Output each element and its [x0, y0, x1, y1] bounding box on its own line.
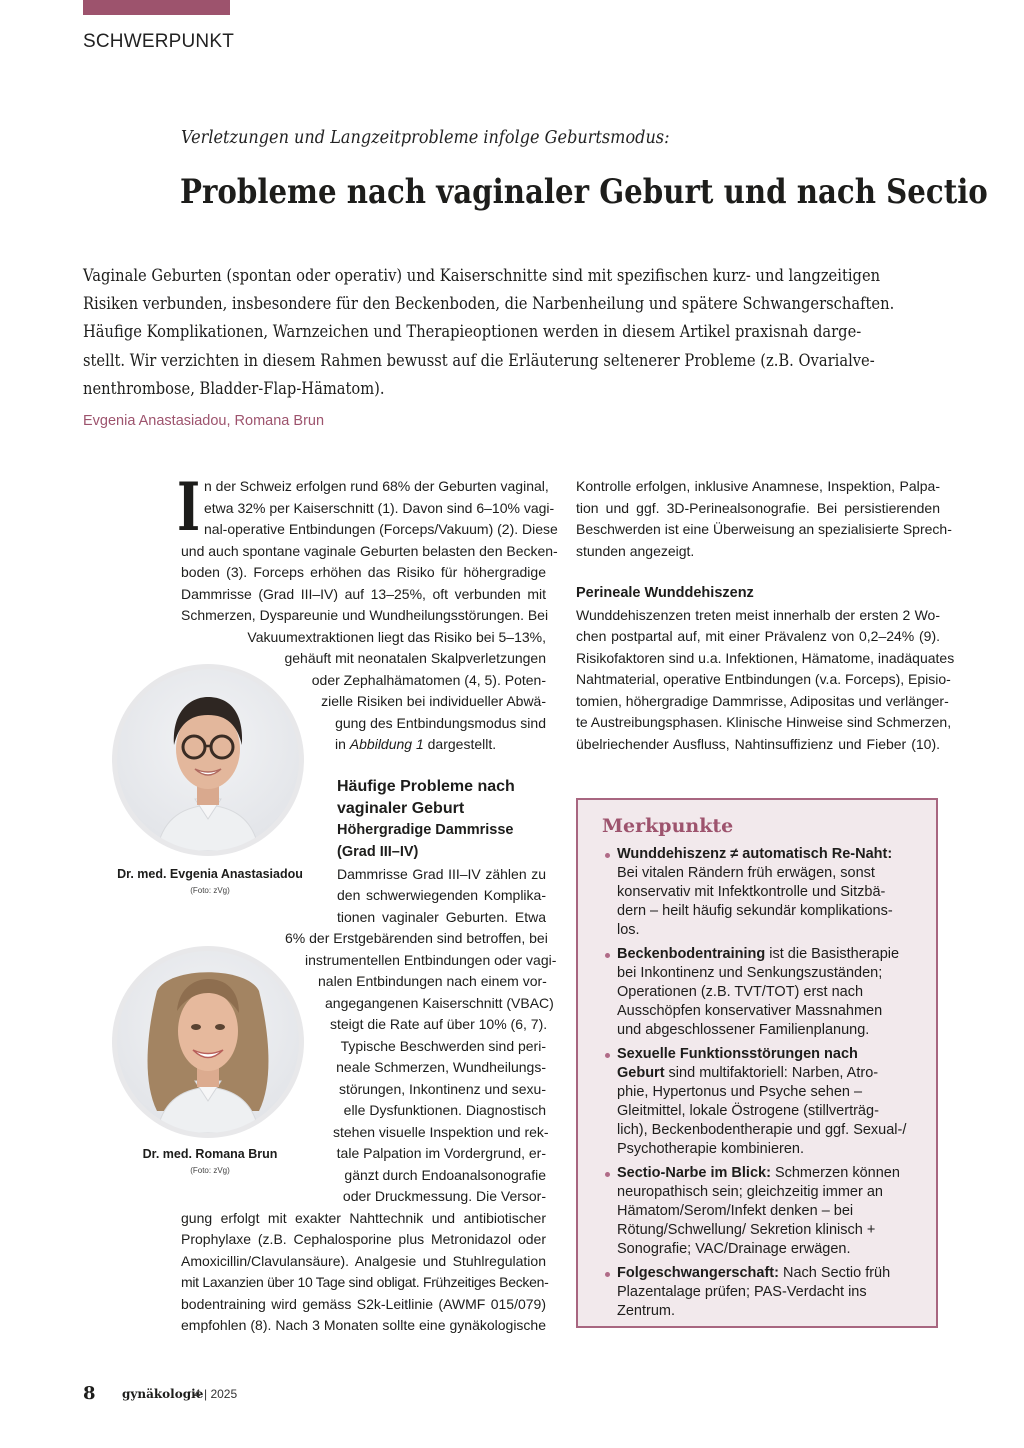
drop-cap: I — [177, 468, 201, 546]
key-point-line: Operationen (z.B. TVT/TOT) erst nach — [617, 984, 864, 1000]
body-line: oder Druckmessung. Die Versor- — [342, 1188, 546, 1204]
body-line: Dammrisse (Grad III–IV) auf 13–25%, oft verbunden mit — [181, 585, 546, 602]
photo-caption-name: Dr. med. Evgenia Anastasiadou — [117, 867, 303, 881]
body-line: Wunddehiszenzen treten meist innerhalb der ersten 2 Wo- — [576, 606, 940, 623]
key-point-line — [617, 945, 899, 964]
lead-line: stellt. Wir verzichten in diesem Rahmen bewusst auf die Erläuterung seltenerer Probleme (z.B. Ovarialve- — [83, 350, 875, 370]
key-point-line — [617, 1164, 900, 1183]
portrait-illustration — [117, 951, 299, 1133]
body-line: gung erfolgt mit exakter Nahttechnik und antibiotischer — [181, 1209, 546, 1226]
author-photo — [112, 946, 304, 1138]
body-line: te Austreibungsphasen. Klinische Hinweise sind Schmerzen, — [576, 714, 952, 730]
page-number: 8 — [83, 1383, 96, 1404]
body-line: bodentraining wird gemäss S2k-Leitlinie (AWMF 015/079) — [181, 1295, 546, 1312]
body-line: störungen, Inkontinenz und sexu- — [338, 1080, 546, 1097]
bullet-icon — [605, 1272, 610, 1277]
text: sind multifaktoriell: Narben, Atro- — [664, 1065, 879, 1081]
article-lead — [83, 262, 937, 403]
key-point-line: konservativ mit Infektkontrolle und Sitzbä- — [617, 884, 886, 900]
photo-credit: (Foto: zVg) — [190, 886, 230, 895]
body-line: empfohlen (8). Nach 3 Monaten sollte eine gynäkologische — [181, 1317, 546, 1333]
body-line: gänzt durch Endoanalsonografie — [344, 1166, 546, 1183]
body-line: Amoxicillin/Clavulansäure). Analgesie und Stuhlregulation — [181, 1252, 546, 1269]
text: ist die Basistherapie — [765, 946, 900, 962]
article-kicker: Verletzungen und Langzeitprobleme infolge Geburtsmodus: — [181, 128, 670, 148]
key-point-line: Sonografie; VAC/Drainage erwägen. — [617, 1241, 851, 1257]
body-line: tomien, höhergradige Dammrisse, Adipositas und verlänger- — [576, 692, 949, 709]
key-point-heading: Wunddehiszenz ≠ automatisch Re-Naht: — [617, 846, 893, 862]
body-line: Dammrisse Grad III–IV zählen zu — [337, 865, 546, 882]
body-line: Risikofaktoren sind u.a. Infektionen, Hämatome, inadäquates — [576, 649, 955, 666]
body-line: übelriechender Ausfluss, Nahtinsuffizienz und Fieber (10). — [576, 735, 940, 752]
key-point-heading: Folgeschwangerschaft: — [617, 1265, 779, 1281]
key-point-line: Zentrum. — [617, 1303, 676, 1319]
body-line: steigt die Rate auf über 10% (6, 7). — [330, 1016, 548, 1032]
body-line: gung des Entbindungsmodus sind — [335, 714, 546, 731]
text: dargestellt. — [423, 736, 497, 752]
key-point-line: Ausschöpfen konservativer Massnahmen — [617, 1003, 883, 1019]
body-line: elle Dysfunktionen. Diagnostisch — [343, 1102, 546, 1118]
body-line: boden (3). Forceps erhöhen das Risiko für höhergradige — [181, 564, 546, 580]
body-line: gehäuft mit neonatalen Skalpverletzungen — [284, 650, 546, 666]
body-line — [335, 734, 546, 756]
body-line: neale Schmerzen, Wundheilungs- — [336, 1059, 546, 1075]
body-line: etwa 32% per Kaiserschnitt (1). Davon sind 6–10% vagi- — [204, 499, 555, 516]
body-line: Schmerzen, Dyspareunie und Wundheilungsstörungen. Bei — [181, 607, 549, 623]
body-line: angegangenen Kaiserschnitt (VBAC) — [325, 994, 554, 1011]
body-line: tionen vaginaler Geburten. Etwa — [337, 908, 546, 925]
text: Nach Sectio früh — [778, 1265, 891, 1281]
body-line: Kontrolle erfolgen, inklusive Anamnese, Inspektion, Palpa- — [576, 478, 940, 494]
body-line: oder Zephalhämatomen (4, 5). Poten- — [311, 671, 546, 688]
body-line: n der Schweiz erfolgen rund 68% der Geburten vaginal, — [204, 478, 549, 494]
body-line: 6% der Erstgebärenden sind betroffen, bei — [285, 930, 548, 946]
body-line: Nahtmaterial, operative Entbindungen (v.a. Forceps), Episio- — [576, 671, 951, 687]
photo-credit: (Foto: zVg) — [190, 1166, 230, 1175]
body-line: tale Palpation im Vordergrund, er- — [336, 1145, 546, 1161]
key-point-line: Psychotherapie kombinieren. — [617, 1141, 804, 1157]
body-line: mit Laxanzien über 10 Tage sind obligat. Frühzeitiges Becken- — [181, 1274, 549, 1290]
key-point-line: Rötung/Schwellung/ Sekretion klinisch + — [617, 1222, 876, 1238]
lead-line: Risiken verbunden, insbesondere für den Beckenboden, die Narbenheilung und spätere Schwangerschaften. — [83, 294, 895, 314]
key-point-line: Plazentalage prüfen; PAS-Verdacht ins — [617, 1284, 867, 1300]
body-line: instrumentellen Entbindungen oder vagi- — [305, 951, 557, 968]
article-title: Probleme nach vaginaler Geburt und nach Sectio — [180, 172, 988, 212]
key-point-line: Bei vitalen Rändern früh erwägen, sonst — [617, 865, 875, 881]
article-authors: Evgenia Anastasiadou, Romana Brun — [83, 413, 325, 429]
bullet-icon — [605, 1172, 610, 1177]
lead-line: Vaginale Geburten (spontan oder operativ) und Kaiserschnitte sind mit spezifischen kurz- und langzeitigen — [83, 266, 881, 285]
key-point-line: lich), Beckenbodentherapie und ggf. Sexual-/ — [617, 1122, 907, 1138]
key-point-line — [617, 1264, 890, 1283]
key-point-line: neuropathisch sein; gleichzeitig immer an — [617, 1184, 883, 1200]
body-line: chen postpartal auf, mit einer Prävalenz von 0,2–24% (9). — [576, 628, 940, 644]
bullet-icon — [605, 853, 610, 858]
key-point-line: phie, Hypertonus und Psyche sehen – — [617, 1084, 863, 1100]
body-line: tion und ggf. 3D-Perinealsonografie. Bei persistierenden — [576, 499, 940, 516]
author-photo — [112, 664, 304, 856]
sub-heading: (Grad III–IV) — [337, 844, 419, 860]
key-point-line: bei Inkontinenz und Senkungszuständen; — [617, 965, 883, 981]
key-point-heading: Beckenbodentraining — [617, 946, 766, 962]
body-line: nalen Entbindungen nach einem vor- — [318, 973, 547, 989]
key-point-line: dern – heilt häufig sekundär komplikations- — [617, 903, 893, 919]
key-point-line: los. — [617, 922, 640, 938]
body-line: Prophylaxe (z.B. Cephalosporine plus Metronidazol oder — [181, 1231, 546, 1247]
body-line: stunden angezeigt. — [576, 542, 695, 559]
body-line: stehen visuelle Inspektion und rek- — [333, 1123, 549, 1140]
body-line: Vakuumextraktionen liegt das Risiko bei 5–13%, — [247, 628, 546, 645]
sub-heading: Perineale Wunddehiszenz — [576, 585, 754, 601]
body-line: Typische Beschwerden sind peri- — [340, 1037, 546, 1054]
key-point-line — [617, 1064, 878, 1083]
issue-number: 4 | 2025 — [194, 1387, 238, 1401]
bullet-icon — [605, 953, 610, 958]
body-line: und auch spontane vaginale Geburten belasten den Becken- — [181, 542, 558, 559]
lead-line: nenthrombose, Bladder-Flap-Hämatom). — [83, 378, 385, 398]
bullet-icon — [605, 1053, 610, 1058]
key-point-line: und abgeschlossener Familienplanung. — [617, 1022, 870, 1038]
key-point-line: Gleitmittel, lokale Östrogene (stillverträg- — [617, 1103, 879, 1119]
body-line: den schwerwiegenden Komplika- — [337, 887, 546, 903]
key-point-heading: Sectio-Narbe im Blick: — [617, 1165, 771, 1181]
sub-heading: Höhergradige Dammrisse — [337, 822, 514, 838]
key-points-title: Merkpunkte — [602, 815, 734, 837]
header-accent-bar — [83, 0, 230, 15]
text: Schmerzen können — [770, 1165, 900, 1181]
key-point-heading: Sexuelle Funktionsstörungen nach — [617, 1046, 858, 1062]
portrait-illustration — [117, 669, 299, 851]
body-line: Beschwerden ist eine Überweisung an spezialisierte Sprech- — [576, 521, 952, 537]
section-heading: Häufige Probleme nach — [337, 778, 515, 795]
lead-line: Häufige Komplikationen, Warnzeichen und Therapieoptionen werden in diesem Artikel praxisnah darge- — [83, 322, 862, 342]
photo-caption-name: Dr. med. Romana Brun — [142, 1147, 278, 1161]
body-line: zielle Risiken bei individueller Abwä- — [321, 693, 546, 709]
key-point-line: Hämatom/Serom/Infekt denken – bei — [617, 1203, 854, 1219]
body-line: nal-operative Entbindungen (Forceps/Vakuum) (2). Diese — [204, 521, 558, 537]
figure-reference[interactable]: Abbildung 1 — [349, 736, 424, 752]
text: in — [335, 736, 350, 752]
section-heading: vaginaler Geburt — [337, 800, 465, 817]
key-point-heading: Geburt — [617, 1065, 665, 1081]
journal-name: gynäkologie — [122, 1387, 204, 1401]
section-label: SCHWERPUNKT — [83, 31, 235, 52]
